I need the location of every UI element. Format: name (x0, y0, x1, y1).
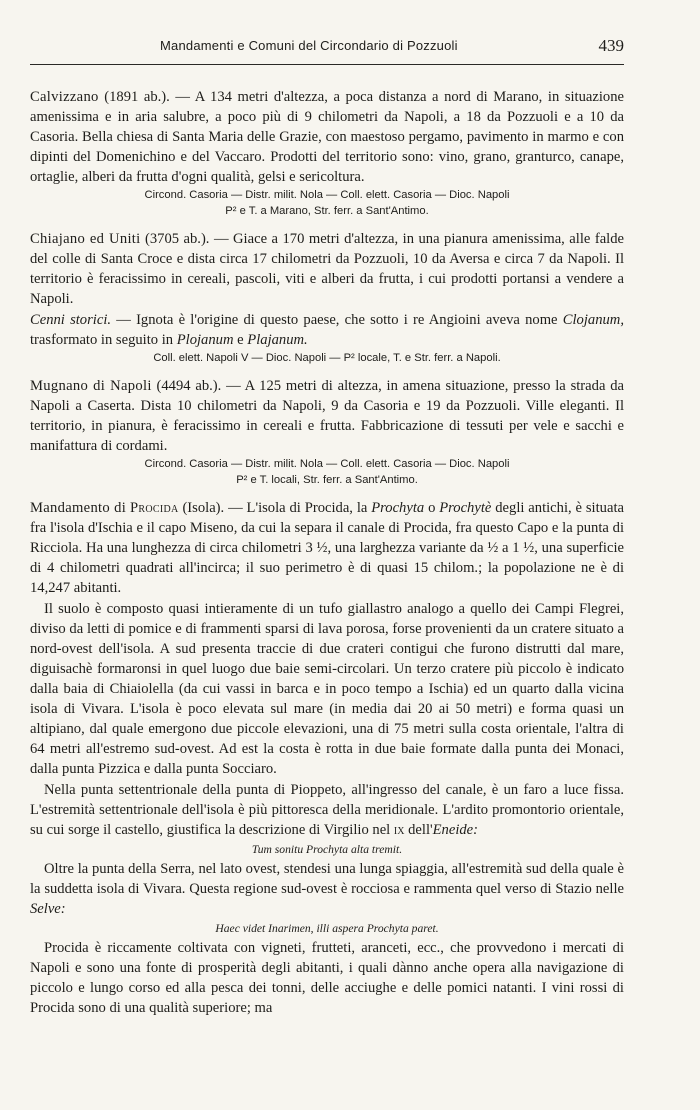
entry-text: — Giace a 170 metri d'altezza, in una pianura amenissima, alle falde del colle di Santa Croce e dista circa 17 chilometri da Pozzuoli, 10 da Aversa e circa 7 da Napoli. Il territorio è feracissimo in cereali, pascoli, viti e alberi da frutta, i cui prodotti portansi a vendere a Napoli. (30, 231, 625, 307)
work-title: Selve: (30, 901, 66, 917)
running-title: Mandamenti e Comuni del Circondario di Pozzuoli (160, 38, 458, 53)
historic-name: Plajanum. (247, 332, 308, 348)
entry-population: (4494 ab.). (156, 378, 222, 394)
entry-calvizzano (30, 87, 624, 187)
entry-population: (3705 ab.). (145, 231, 210, 247)
page-body (30, 87, 624, 1019)
historic-name: Clojanum, (562, 312, 624, 328)
cenni-text: e (237, 332, 244, 348)
entry-info: P² e T. a Marano, Str. ferr. a Sant'Antimo. (225, 205, 429, 217)
historic-name: Plojanum (176, 332, 234, 348)
entry-mugnano (30, 376, 624, 456)
cenni-text: trasformato in seguito in (30, 332, 174, 348)
paragraph-text: degli antichi, è situata fra l'isola d'Ischia e il capo Miseno, da cui la separa il canale di Procida, fra questo Capo e la punta di Ricciola. Ha una lunghezza di circa chilometri 3 ½, una larghezza variante da ½ a 1 ½, una superficie di 4 chilometri quadrati all'incirca; il suo perimetro è di quasi 15 chilom.; la popolazione ne è di 14,247 abitanti. (30, 500, 624, 596)
cenni-text: — Ignota è l'origine di questo paese, che sotto i re Angioini aveva nome (116, 312, 558, 328)
paragraph-text: o (428, 500, 436, 516)
cenni-storici (30, 310, 624, 350)
section-heading-suffix: (Isola). (182, 500, 225, 516)
paragraph-text: dell' (408, 822, 433, 838)
paragraph-coltivazione: Procida è riccamente coltivata con vigneti, frutteti, aranceti, ecc., che provvedono i mercati di Napoli e sono una fonte di prosperità degli abitanti, i quali dànno anche opera alla navigazione di piccolo e lungo corso ed alla pesca dei tonni, delle acciughe e delle pomici natanti. I vini rossi di Procida sono di una qualità superiore; ma (30, 940, 624, 1016)
entry-info: Circond. Casoria — Distr. milit. Nola — Coll. elett. Casoria — Dioc. Napoli (144, 189, 510, 201)
latin-name: Prochyta (371, 500, 425, 516)
page-header (30, 36, 624, 60)
entry-name: Mugnano di Napoli (30, 378, 152, 394)
entry-name: Calvizzano (30, 89, 99, 105)
entry-chiajano (30, 229, 624, 309)
verse-quote: Tum sonitu Prochyta alta tremit. (251, 843, 403, 856)
cenni-label: Cenni storici. (30, 312, 112, 328)
entry-name: Chiajano ed Uniti (30, 231, 141, 247)
paragraph-text: Oltre la punta della Serra, nel lato ovest, stendesi una lunga spiaggia, all'estremità sud della quale è la suddetta isola di Vivara. Questa regione sud-ovest è rocciosa e rammenta quel verso di Stazio nelle (30, 861, 624, 897)
verse-quote: Haec videt Inarimen, illi aspera Prochyta paret. (215, 922, 439, 935)
entry-text: — A 125 metri di altezza, in amena situazione, presso la strada da Napoli a Caserta. Dista 10 chilometri da Napoli, 9 da Casoria e 19 da Pozzuoli. Ville eleganti. Il territorio, in pianura, è feracissimo in cereali e frutta. Fabbricazione di tessuti per vele e sacchi e manifattura di cordami. (30, 378, 624, 454)
paragraph-suolo: Il suolo è composto quasi intieramente di un tufo giallastro analogo a quello dei Campi Flegrei, diviso da letti di pomice e di frammenti sparsi di lava porosa, forse provenienti da un cratere situato a nord-ovest dell'isola. A sud presenta traccie di due crateri contigui che furono distrutti dal mare, diguisachè formaronsi in quel luogo due baie semi-circolari. Un terzo cratere più piccolo è indicato dalla baia di Chiaiolella (da cui vassi in barca e in poco tempo a Ischia) ed un quarto dalla vicina isola di Vivara. L'isola è poco elevata sul mare (in media dai 20 ai 50 metri) e forma quasi un altipiano, dal quale emergono due piccole elevazioni, una di 75 metri sulla costa orientale, l'altra di 64 metri all'estremo sud-ovest. Ad est la costa è rotta in due baie formate dalla punta dei Monaci, dalla punta Pizzica e dalla punta Socciaro. (30, 601, 624, 777)
entry-info: P² e T. locali, Str. ferr. a Sant'Antimo. (236, 474, 418, 486)
greek-name: Prochytè (439, 500, 492, 516)
page-number: 439 (598, 36, 624, 55)
section-heading-name: Procida (130, 500, 179, 516)
entry-info: Coll. elett. Napoli V — Dioc. Napoli — P² locale, T. e Str. ferr. a Napoli. (153, 352, 501, 364)
paragraph-text: Nella punta settentrionale della punta di Pioppeto, all'ingresso del canale, è un faro a luce fissa. L'estremità settentrionale dell'isola è più pittoresca della meridionale. L'ardito promontorio orientale, su cui sorge il castello, giustifica la descrizione di Virgilio nel (30, 782, 624, 838)
header-rule (30, 64, 624, 65)
section-heading-prefix: Mandamento di (30, 500, 127, 516)
work-title: Eneide: (432, 822, 479, 838)
paragraph-faro (30, 780, 624, 840)
entry-population: (1891 ab.). (104, 89, 170, 105)
entry-info: Circond. Casoria — Distr. milit. Nola — Coll. elett. Casoria — Dioc. Napoli (144, 458, 510, 470)
paragraph-serra (30, 859, 624, 919)
entry-text: — A 134 metri d'altezza, a poca distanza a nord di Marano, in situazione amenissima e in aria salubre, a poco più di 9 chilometri da Napoli, a 18 da Pozzuoli e a 10 da Casoria. Bella chiesa di Santa Maria delle Grazie, con maestoso pergamo, pavimento in marmo e con dipinti del Domenichino e del Vaccaro. Prodotti del territorio sono: vino, grano, granturco, canape, ortaglie, alberi da frutta d'ogni qualità, gelsi e sericoltura. (30, 89, 624, 185)
book-number: ix (393, 822, 405, 838)
procida-intro (30, 498, 624, 598)
paragraph-text: — L'isola di Procida, la (228, 500, 368, 516)
